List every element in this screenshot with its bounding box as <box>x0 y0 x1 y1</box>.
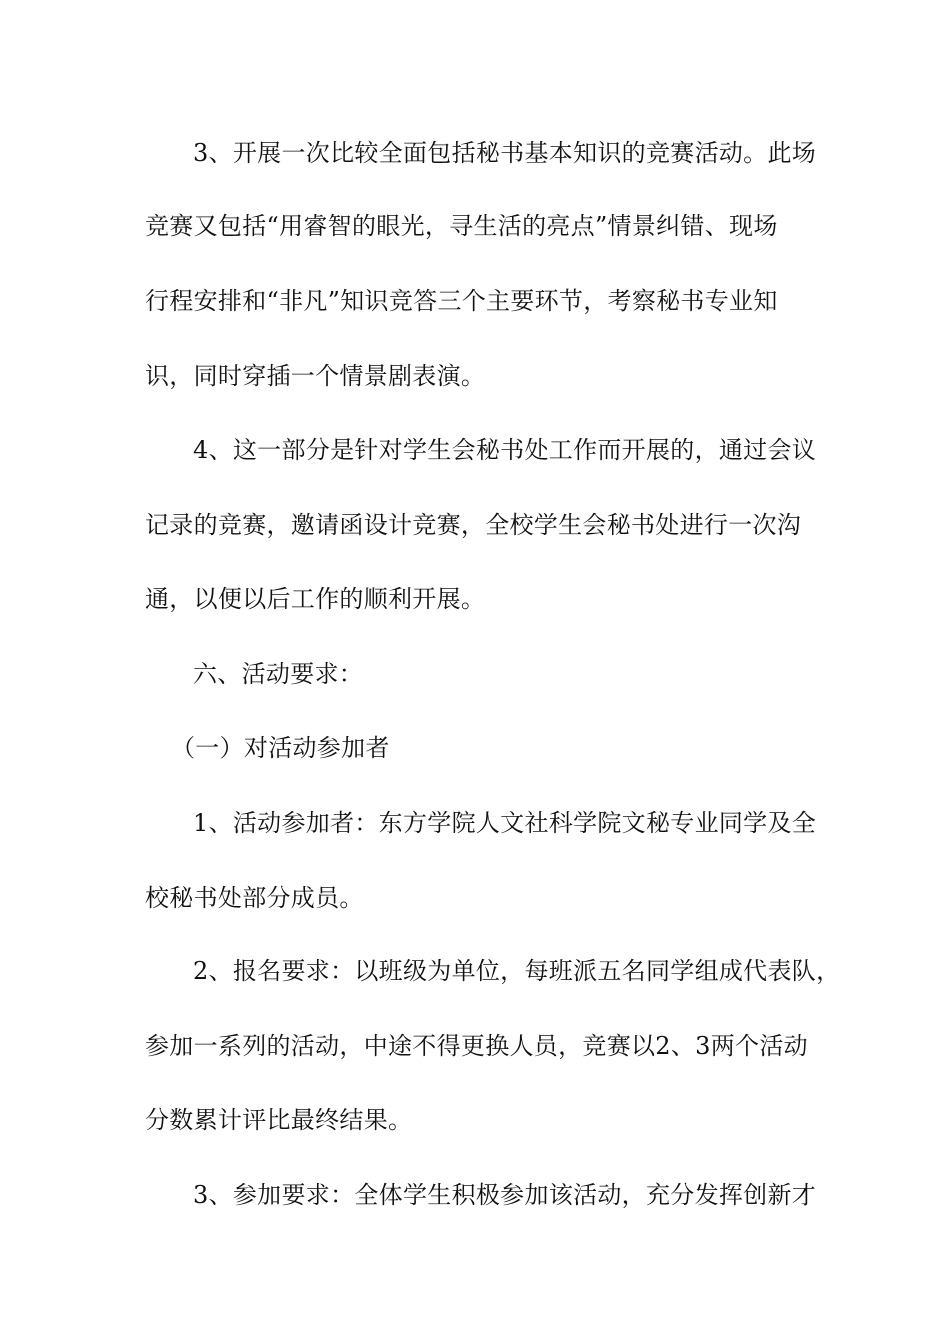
paragraph-3-line-3: 行程安排和“非凡”知识竞答三个主要环节，考察秘书专业知 <box>145 287 778 315</box>
requirement-2-line-2: 参加一系列的活动，中途不得更换人员，竞赛以2、3两个活动 <box>145 1032 808 1060</box>
requirement-3-line-1: 3、参加要求：全体学生积极参加该活动，充分发挥创新才 <box>193 1181 817 1209</box>
paragraph-4-line-1: 4、这一部分是针对学生会秘书处工作而开展的，通过会议 <box>193 436 817 464</box>
requirement-2-line-1: 2、报名要求：以班级为单位，每班派五名同学组成代表队， <box>193 957 841 985</box>
requirement-1-line-1: 1、活动参加者：东方学院人文社科学院文秘专业同学及全 <box>193 809 817 837</box>
paragraph-3-line-4: 识，同时穿插一个情景剧表演。 <box>145 362 486 390</box>
section-heading-activity-requirements: 六、活动要求： <box>193 660 364 688</box>
paragraph-4-line-3: 通，以便以后工作的顺利开展。 <box>145 585 486 613</box>
subsection-heading-participants: （一）对活动参加者 <box>171 734 390 762</box>
paragraph-3-line-1: 3、开展一次比较全面包括秘书基本知识的竞赛活动。此场 <box>193 139 817 167</box>
requirement-1-line-2: 校秘书处部分成员。 <box>145 884 364 912</box>
paragraph-4-line-2: 记录的竞赛，邀请函设计竞赛，全校学生会秘书处进行一次沟 <box>145 511 802 539</box>
paragraph-3-line-2: 竞赛又包括“用睿智的眼光，寻生活的亮点”情景纠错、现场 <box>145 212 778 240</box>
requirement-2-line-3: 分数累计评比最终结果。 <box>145 1106 413 1134</box>
